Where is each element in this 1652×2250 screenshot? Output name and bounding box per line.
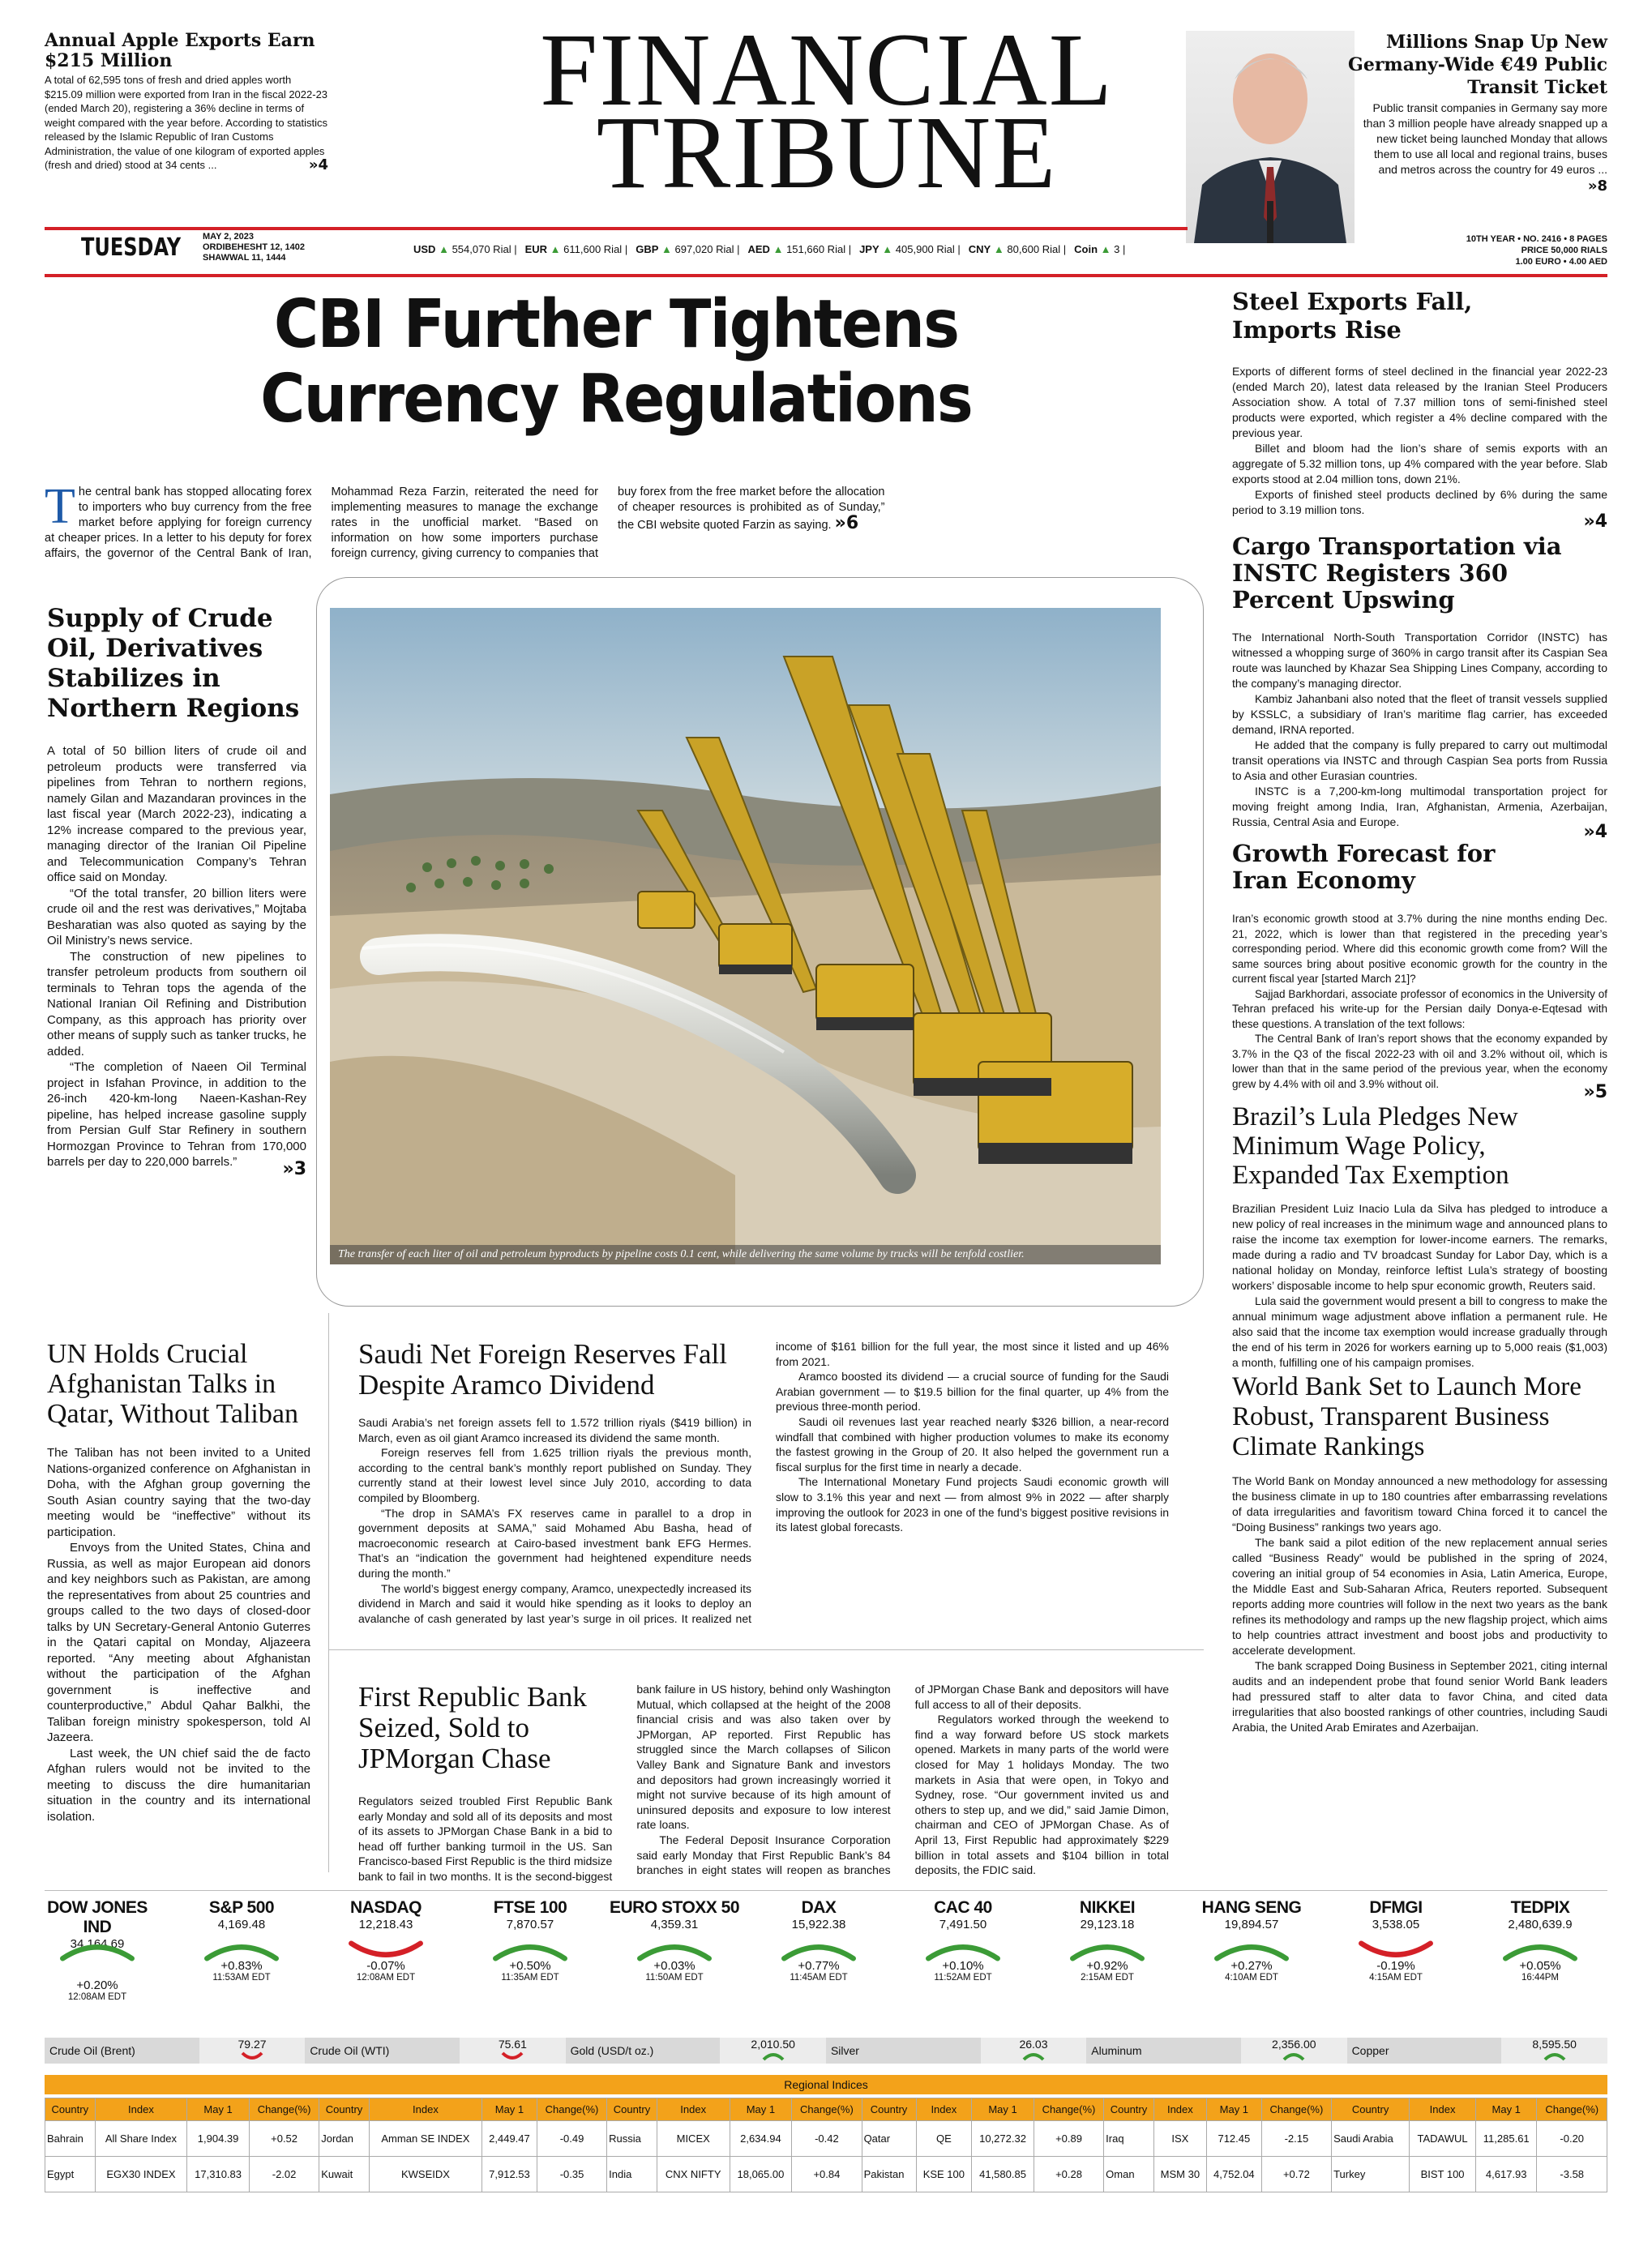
table-cell: Oman <box>1104 2157 1154 2192</box>
table-cell: Turkey <box>1332 2157 1410 2192</box>
table-cell: 1,904.39 <box>187 2121 250 2157</box>
market-time: 11:53AM EDT <box>212 1973 271 1983</box>
market-change: +0.50% <box>509 1959 551 1973</box>
commodities-row <box>45 2038 1607 2064</box>
issue-line2: PRICE 50,000 RIALS <box>1521 246 1607 255</box>
lead-headline[interactable] <box>94 288 1138 437</box>
table-cell: 7,912.53 <box>482 2157 537 2192</box>
oil-body <box>47 743 306 1170</box>
table-cell: -2.02 <box>249 2157 319 2192</box>
paragraph: Exports of finished steel products declined by 6% during the same period to 3.19 million tons. <box>1232 488 1607 516</box>
paragraph: He added that the company is fully prepared to carry out multimodal transit operations via INSTC and through Caspian Sea ports from Russia to Asia and other Eurasian countries. <box>1232 738 1607 782</box>
issue-info <box>1370 233 1607 267</box>
commodity-name: Crude Oil (Brent) <box>45 2038 199 2064</box>
market-value: 4,169.48 <box>217 1918 266 1931</box>
market-dow-jones-ind[interactable] <box>32 1898 162 2002</box>
commodity-value: 2,010.50 <box>751 2038 795 2051</box>
growth-title[interactable]: Growth Forecast for Iran Economy <box>1232 840 1496 894</box>
table-cell: -0.35 <box>537 2157 606 2192</box>
paragraph: Aramco boosted its dividend — a crucial source of funding for the Saudi Arabian government — to $19.5 billion for the final quarter, up 4% from the previous three-month period. <box>776 1370 1169 1414</box>
paragraph: The world’s biggest energy company, Aramco, unexpectedly increased its dividend in March and said it would hike spending as it looks to deploy an avalanche of cash generated by last year’s surge in oil prices. It realized net income of $161 billion for the full year, the most since it listed and up 46% from 2021. <box>358 1340 1169 1625</box>
table-cell: BIST 100 <box>1410 2157 1476 2192</box>
paragraph: Saudi Arabia’s net foreign assets fell to 1.572 trillion riyals ($419 billion) in March, even as oil giant Aramco increased its dividend the same month. <box>358 1416 751 1444</box>
table-cell: +0.84 <box>792 2157 862 2192</box>
table-cell: Egypt <box>45 2157 96 2192</box>
column-header: Country <box>319 2098 370 2121</box>
market-euro-stoxx-50[interactable] <box>610 1898 739 1983</box>
market-name: TEDPIX <box>1510 1898 1570 1917</box>
paragraph: The International North-South Transportation Corridor (INSTC) has witnessed a whopping surge of 360% in cargo transit after its Caspian Sea route was launched by Khazar Sea Shipping Lines Company, according to the company’s managing director. <box>1232 631 1607 690</box>
table-cell: TADAWUL <box>1410 2121 1476 2157</box>
market-change: +0.27% <box>1230 1959 1273 1973</box>
divider-h1 <box>328 1649 1204 1650</box>
trend-up-icon <box>762 2051 785 2061</box>
paragraph: Exports of different forms of steel declined in the financial year 2022-23 (ended March 20), latest data released by the Iranian Steel Producers Association show. A total of 7.37 million tons of semi-finished steel products were exported, which register a 4% decline compared with the previous year. <box>1232 365 1607 439</box>
table-cell: -0.49 <box>537 2121 606 2157</box>
wb-body <box>1232 1474 1607 1735</box>
table-cell: 41,580.85 <box>972 2157 1034 2192</box>
commodity-value: 8,595.50 <box>1532 2038 1577 2051</box>
trend-up-icon <box>1211 1940 1292 1961</box>
market-change: +0.83% <box>220 1959 263 1973</box>
trend-up-icon <box>57 1940 138 1961</box>
column-header: May 1 <box>730 2098 792 2121</box>
paragraph: INSTC is a 7,200-km-long multimodal transportation project for moving freight among India, Iran, Afghanistan, Armenia, Azerbaijan, Russia, Central Asia and Europe. <box>1232 785 1607 828</box>
date-bar-rule-bottom <box>45 274 1607 277</box>
page-ref: »5 <box>1583 1082 1607 1102</box>
lead-headline-line1: CBI Further Tightens <box>273 286 959 363</box>
commodity-value: 2,356.00 <box>1272 2038 1316 2051</box>
rate-jpy: JPY ▲ 405,900 Rial | <box>859 243 961 255</box>
market-value: 15,922.38 <box>791 1918 846 1931</box>
market-change: -0.19% <box>1376 1959 1415 1973</box>
masthead-logo <box>422 12 1232 210</box>
table-cell: EGX30 INDEX <box>95 2157 187 2192</box>
paragraph: Sajjad Barkhordari, associate professor of economics in the University of Tehran prefaced his write-up for the Persian daily Donya-e-Eqtesad with these questions. A translation of the text follows: <box>1232 987 1607 1030</box>
market-name: HANG SENG <box>1201 1898 1302 1917</box>
trend-up-icon <box>490 1940 571 1961</box>
market-value: 7,870.57 <box>506 1918 554 1931</box>
teaser-transit[interactable] <box>1346 31 1607 195</box>
table-cell: MSM 30 <box>1153 2157 1206 2192</box>
trend-up-icon <box>1067 1940 1148 1961</box>
date-gregorian: MAY 2, 2023 <box>203 232 254 242</box>
paragraph: The Federal Deposit Insurance Corporation said early Monday that First Republic Bank’s 84 branches in eight states will reopen as branches of JPMorgan Chase Bank and depositors will have full access to all of their deposits. <box>636 1683 1169 1877</box>
market-value: 12,218.43 <box>358 1918 413 1931</box>
table-row <box>45 2157 1607 2192</box>
table-cell: +0.28 <box>1034 2157 1103 2192</box>
market-nasdaq[interactable] <box>321 1898 451 1983</box>
table-cell: Pakistan <box>862 2157 916 2192</box>
paragraph: The bank scrapped Doing Business in September 2021, citing internal audits and an independent probe that found senior World Bank leaders had pressured staff to alter data to favor China, and cited data irregularities that also boosted rankings of other countries, including Saudi Arabia, the United Arab Emirates and Azerbaijan. <box>1232 1659 1607 1734</box>
paragraph: “Of the total transfer, 20 billion liters were crude oil and the rest was derivatives,” Mojtaba Besharatian was also quoted as saying by the Oil Ministry’s news service. <box>47 886 306 947</box>
table-row <box>45 2121 1607 2157</box>
rate-usd: USD ▲ 554,070 Rial | <box>413 243 517 255</box>
issue-line3: 1.00 EURO • 4.00 AED <box>1515 257 1607 267</box>
table-cell: -3.58 <box>1537 2157 1607 2192</box>
commodity-name: Gold (USD/t oz.) <box>566 2038 721 2064</box>
column-header: May 1 <box>1475 2098 1536 2121</box>
table-cell: ISX <box>1153 2121 1206 2157</box>
market-value: 2,480,639.9 <box>1508 1918 1573 1931</box>
lead-body-text: he central bank has stopped allocating forex to importers who buy currency from the free market before applying for foreign currency at cheaper prices. In a letter to his deputy for forex affairs, the governor of the Central Bank of Iran, Mohammad Reza Farzin, reiterated the need for implementing measures to manage the exchange rates in the unofficial market. “Based on information on how some importers purchase foreign currency, giving currency to companies that buy forex from the free market before the allocation of cheaper resources is prohibited as of Sunday,” the CBI website quoted Farzin as saying. <box>45 486 885 560</box>
rate-cny: CNY ▲ 80,600 Rial | <box>968 243 1067 255</box>
lead-dropcap: T <box>45 479 75 534</box>
table-cell: KSE 100 <box>916 2157 972 2192</box>
lead-headline-line2: Currency Regulations <box>260 361 972 438</box>
trend-up-icon <box>922 1940 1004 1961</box>
paragraph: Billet and bloom had the lion’s share of semis exports with an aggregate of 5.32 million tons, up 4% compared with the year before. Slab exports stood at 2.04 million tons, down 21%. <box>1232 442 1607 486</box>
table-cell: All Share Index <box>95 2121 187 2157</box>
market-name: NASDAQ <box>349 1898 422 1917</box>
paragraph: The construction of new pipelines to transfer petroleum products from southern oil terminals to Tehran tops the agenda of the National Iranian Oil Refining and Distribution Company, as this approach has priority over other means of supply such as tanker trucks, he added. <box>47 949 306 1059</box>
market-dfmgi[interactable] <box>1331 1898 1461 1983</box>
market-time: 12:08AM EDT <box>356 1973 416 1983</box>
teaser-apple-body: A total of 62,595 tons of fresh and dried apples worth $215.09 million were exported from Iran in the fiscal 2022-23 (ended March 20), registering a 36% decline in terms of weight compared with the year before. According to statistics released by the Islamic Republic of Iran Customs Administration, the value of one kilogram of exported apples (fresh and dried) stood at 34 cents ... <box>45 74 328 171</box>
market-name: DFMGI <box>1369 1898 1423 1917</box>
market-name: S&P 500 <box>208 1898 275 1917</box>
regional-title: Regional Indices <box>45 2075 1607 2094</box>
commodity-cell <box>1241 2038 1347 2064</box>
teaser-apple-title: Annual Apple Exports Earn $215 Million <box>45 30 315 71</box>
column-header: Index <box>1410 2098 1476 2121</box>
market-value: 7,491.50 <box>939 1918 987 1931</box>
paragraph: The World Bank on Monday announced a new methodology for assessing the business climate in up to 180 countries after embarrassing revelations of data irregularities and favoritism toward China forced it to cancel the “Doing Business” rankings two years ago. <box>1232 1474 1607 1534</box>
divider-v1 <box>328 1313 329 1872</box>
page-ref: »6 <box>834 513 859 533</box>
commodity-cell <box>460 2038 566 2064</box>
market-time: 4:10AM EDT <box>1225 1973 1278 1983</box>
rate-gbp: GBP ▲ 697,020 Rial | <box>636 243 740 255</box>
market-name: NIKKEI <box>1079 1898 1136 1917</box>
market-value: 29,123.18 <box>1080 1918 1135 1931</box>
un-story <box>47 1339 310 1824</box>
table-cell: 712.45 <box>1206 2121 1261 2157</box>
paragraph: Regulators seized troubled First Republic Bank early Monday and sold all of its deposits and most of its assets to JPMorgan Chase Bank in a bid to head off further banking turmoil in the US. San Francisco-based First Republic is the third midsize bank to fail in two months. It is the second-biggest bank failure in US history, behind only Washington Mutual, which collapsed at the height of the 2008 financial crisis and was also taken over by JPMorgan, AP reported. First Republic has struggled since the March collapses of Silicon Valley Bank and Signature Bank and investors and depositors had grown increasingly worried it might not survive because of its high amount of uninsured deposits and exposure to low interest rate loans. <box>358 1683 891 1883</box>
table-cell: Amman SE INDEX <box>369 2121 481 2157</box>
table-cell: Saudi Arabia <box>1332 2121 1410 2157</box>
day-label: TUESDAY <box>81 233 182 262</box>
column-header: Country <box>607 2098 657 2121</box>
paragraph: Envoys from the United States, China and Russia, as well as major European aid donors and key neighbors such as Pakistan, are among the representatives from about 25 countries and groups called to the two days of closed-door talks by UN Secretary-General Antonio Guterres in the Qatari capital on Monday, Aljazeera reported. “Any meeting about Afghanistan without the participation of the Afghan government is ineffective and counterproductive,” Abdul Qahar Balkhi, the Taliban foreign ministry spokesperson, told Al Jazeera. <box>47 1541 310 1744</box>
trend-down-icon <box>501 2051 524 2061</box>
table-cell: CNX NIFTY <box>657 2157 730 2192</box>
lula-title[interactable]: Brazil’s Lula Pledges New Minimum Wage Policy, Expanded Tax Exemption <box>1232 1102 1518 1190</box>
market-value: 19,894.57 <box>1224 1918 1279 1931</box>
markets-rule <box>45 1890 1607 1891</box>
column-header: May 1 <box>187 2098 250 2121</box>
market-change: +0.03% <box>653 1959 695 1973</box>
column-header: Change(%) <box>537 2098 606 2121</box>
column-header: Index <box>657 2098 730 2121</box>
market-cac-40[interactable] <box>898 1898 1028 1983</box>
table-cell: Bahrain <box>45 2121 96 2157</box>
table-cell: Iraq <box>1104 2121 1154 2157</box>
regional-indices <box>45 2075 1607 2192</box>
table-cell: KWSEIDX <box>369 2157 481 2192</box>
column-header: Change(%) <box>1261 2098 1331 2121</box>
frb-body <box>358 1682 1169 1884</box>
cargo-body <box>1232 630 1607 830</box>
rate-aed: AED ▲ 151,660 Rial | <box>747 243 852 255</box>
paragraph: Kambiz Jahanbani also noted that the fleet of transit vessels supplied by KSSLC, a subsidiary of Iran’s maritime flag carrier, has exceeded demand, IRNA reported. <box>1232 692 1607 736</box>
market-change: +0.92% <box>1086 1959 1128 1973</box>
market-value: 34,164.69 <box>70 1937 125 1951</box>
market-hang-seng[interactable] <box>1187 1898 1316 1983</box>
table-cell: 17,310.83 <box>187 2157 250 2192</box>
un-title[interactable]: UN Holds Crucial Afghanistan Talks in Qatar, Without Taliban <box>47 1339 298 1429</box>
commodity-cell <box>1501 2038 1607 2064</box>
market-name: DOW JONES IND <box>47 1898 148 1936</box>
trend-down-icon <box>345 1940 426 1961</box>
date-hijri: SHAWWAL 11, 1444 <box>203 253 286 263</box>
column-header: Change(%) <box>792 2098 862 2121</box>
market-time: 2:15AM EDT <box>1081 1973 1134 1983</box>
table-cell: MICEX <box>657 2121 730 2157</box>
commodity-name: Aluminum <box>1086 2038 1241 2064</box>
regional-table <box>45 2098 1607 2192</box>
commodity-name: Copper <box>1347 2038 1502 2064</box>
market-time: 11:50AM EDT <box>645 1973 704 1983</box>
market-value: 3,538.05 <box>1372 1918 1420 1931</box>
market-time: 4:15AM EDT <box>1369 1973 1423 1983</box>
teaser-transit-body: Public transit companies in Germany say more than 3 million people have already snapped up a new ticket being launched Monday that allows them to use all local and regional trains, buses and metros across the country for 49 euros ... <box>1363 101 1607 176</box>
column-header: Change(%) <box>1034 2098 1103 2121</box>
title-spacer <box>358 1339 751 1415</box>
teaser-transit-title: Millions Snap Up New Germany-Wide €49 Public Transit Ticket <box>1348 32 1607 98</box>
market-time: 11:52AM EDT <box>934 1973 992 1983</box>
table-cell: +0.52 <box>249 2121 319 2157</box>
cargo-title[interactable]: Cargo Transportation via INSTC Registers 360 Percent Upswing <box>1232 533 1562 614</box>
market-nikkei[interactable] <box>1042 1898 1172 1983</box>
table-cell: -0.20 <box>1537 2121 1607 2157</box>
lead-body <box>45 479 1171 566</box>
page-ref: »8 <box>1587 178 1607 195</box>
paragraph: Saudi oil revenues last year reached nearly $326 billion, a near-record windfall that combined with higher production volumes to make its economy the fastest growing in the Group of 20. It also helped the government run a fiscal surplus for the first time in nearly a decade. <box>776 1414 1169 1474</box>
table-cell: 2,449.47 <box>482 2121 537 2157</box>
paragraph: The bank said a pilot edition of the new replacement annual series called “Business Ready” would be published in the spring of 2024, covering an initial group of 54 economies in Asia, Latin America, Europe, the Middle East and Sub-Saharan Africa, Reuters reported. Subsequent reports adding more countries will follow in the next two years as the bank refines its methodology and ramps up the new flagship project, which aims to help countries attract investment and boost jobs and productivity to accelerate development. <box>1232 1536 1607 1657</box>
column-header: Index <box>1153 2098 1206 2121</box>
market-time: 12:08AM EDT <box>67 1992 127 2002</box>
table-cell: 4,752.04 <box>1206 2157 1261 2192</box>
trend-up-icon <box>778 1940 859 1961</box>
oil-story <box>47 604 306 1179</box>
page-ref: »3 <box>282 1158 306 1179</box>
paragraph: Foreign reserves fell from 1.625 trillion riyals the previous month, according to the central bank’s monthly report published on Sunday. They currently stand at their lowest level since July 2010, according to data compiled by Bloomberg. <box>358 1446 751 1504</box>
trend-up-icon <box>1500 1940 1581 1961</box>
oil-title[interactable]: Supply of Crude Oil, Derivatives Stabilizes in Northern Regions <box>47 604 300 723</box>
steel-body <box>1232 364 1607 518</box>
table-cell: Jordan <box>319 2121 370 2157</box>
table-cell: +0.89 <box>1034 2121 1103 2157</box>
table-cell: -0.42 <box>792 2121 862 2157</box>
table-cell: 4,617.93 <box>1475 2157 1536 2192</box>
table-cell: +0.72 <box>1261 2157 1331 2192</box>
commodity-cell <box>199 2038 306 2064</box>
paragraph: The Central Bank of Iran’s report shows that the economy expanded by 3.7% in the Q3 of the fiscal 2022-23 with oil and 3.2% without oil, which is lower than that in the same period of the previous year, when the economy grew by 4.4% with oil and 3.9% without oil. <box>1232 1033 1607 1090</box>
table-cell: Qatar <box>862 2121 916 2157</box>
issue-line1: 10TH YEAR • NO. 2416 • 8 PAGES <box>1466 234 1607 244</box>
un-body <box>47 1445 310 1824</box>
rate-coin: Coin ▲ 3 | <box>1074 243 1126 255</box>
frb-title[interactable]: First Republic Bank Seized, Sold to JPMorgan Chase <box>358 1681 587 1774</box>
page-ref: »4 <box>308 156 328 173</box>
market-change: +0.77% <box>798 1959 840 1973</box>
market-name: DAX <box>801 1898 837 1917</box>
trend-up-icon <box>201 1940 282 1961</box>
market-time: 11:45AM EDT <box>790 1973 848 1983</box>
date-persian: ORDIBEHESHT 12, 1402 <box>203 242 305 252</box>
commodity-value: 79.27 <box>238 2038 267 2051</box>
table-cell: India <box>607 2157 657 2192</box>
paragraph: Lula said the government would present a bill to congress to make the annual minimum wage adjustment above inflation a permanent rule. He also said that the income tax exemption would increase gradually through the end of his term in 2026 for workers earning up to 5,000 reais ($1,003) a month, fulfilling one of his campaign promises. <box>1232 1294 1607 1369</box>
dates-block <box>203 232 305 263</box>
market-name: CAC 40 <box>934 1898 992 1917</box>
market-change: +0.05% <box>1519 1959 1561 1973</box>
market-change: -0.07% <box>366 1959 405 1973</box>
wb-title[interactable]: World Bank Set to Launch More Robust, Transparent Business Climate Rankings <box>1232 1372 1581 1461</box>
column-header: Country <box>862 2098 916 2121</box>
market-s-p-500[interactable] <box>177 1898 306 1983</box>
column-header: Index <box>95 2098 187 2121</box>
market-time: 16:44PM <box>1521 1973 1560 1983</box>
market-tedpix[interactable] <box>1475 1898 1605 1983</box>
table-cell: Russia <box>607 2121 657 2157</box>
rate-eur: EUR ▲ 611,600 Rial | <box>524 243 628 255</box>
commodity-cell <box>981 2038 1087 2064</box>
column-header: Index <box>369 2098 481 2121</box>
table-cell: 2,634.94 <box>730 2121 792 2157</box>
trend-up-icon <box>1282 2051 1305 2061</box>
paragraph: “The drop in SAMA’s FX reserves came in parallel to a drop in government deposits at SAMA,” said Mohamed Abu Basha, head of macroeconomic research at Cairo-based investment bank EFG Hermes. That’s an “indication the government had heightened expenditure needs during the month.” <box>358 1506 751 1580</box>
table-cell: -2.15 <box>1261 2121 1331 2157</box>
column-header: Country <box>1104 2098 1154 2121</box>
paragraph: The Taliban has not been invited to a United Nations-organized conference on Afghanistan in Doha, with the Afghan group governing the South Asian country saying that the two-day meeting would be “ineffective” without its participation. <box>47 1446 310 1539</box>
saudi-body <box>358 1339 1169 1631</box>
logo-line2: TRIBUNE <box>596 95 1058 210</box>
column-header: May 1 <box>482 2098 537 2121</box>
paragraph: Last week, the UN chief said the de facto Afghan rulers would not be invited to the meeting to discuss the dire humanitarian situation in the country and its international isolation. <box>47 1746 310 1824</box>
market-ftse-100[interactable] <box>465 1898 595 1983</box>
portrait-photo <box>1186 31 1355 243</box>
trend-up-icon <box>634 1940 715 1961</box>
commodity-value: 75.61 <box>498 2038 527 2051</box>
commodity-value: 26.03 <box>1019 2038 1048 2051</box>
commodities-table <box>45 2038 1607 2064</box>
column-header: Country <box>1332 2098 1410 2121</box>
market-change: +0.10% <box>942 1959 984 1973</box>
trend-down-icon <box>241 2051 263 2061</box>
column-header: May 1 <box>1206 2098 1261 2121</box>
rates-ticker <box>413 243 1183 259</box>
table-cell: 18,065.00 <box>730 2157 792 2192</box>
paragraph: The International Monetary Fund projects Saudi economic growth will slow to 3.1% this year and next — from almost 9% in 2022 — after sharply improving the outlook for 2023 in one of the fund’s biggest positive revisions in its latest global forecasts. <box>776 1475 1169 1534</box>
market-name: FTSE 100 <box>493 1898 567 1917</box>
table-cell: 11,285.61 <box>1475 2121 1536 2157</box>
market-value: 4,359.31 <box>650 1918 699 1931</box>
column-header: Change(%) <box>1537 2098 1607 2121</box>
column-header: Country <box>45 2098 96 2121</box>
commodity-name: Silver <box>826 2038 981 2064</box>
page-ref: »4 <box>1583 511 1607 532</box>
page-ref: »4 <box>1583 822 1607 842</box>
commodity-cell <box>720 2038 826 2064</box>
market-name: EURO STOXX 50 <box>610 1898 740 1917</box>
regional-header-row <box>45 2098 1607 2121</box>
table-cell: QE <box>916 2121 972 2157</box>
column-header: Change(%) <box>249 2098 319 2121</box>
paragraph: Regulators worked through the weekend to find a way forward before US stock markets opened. Markets in many parts of the world were closed for May 1 holidays Monday. The two markets in Asia that were open, in Tokyo and Sydney, rose. “Our government invited us and others to step up, and we did,” said Jamie Dimon, chairman and CEO of JPMorgan Chase. As of April 13, First Republic had approximately $229 billion in total assets and $104 billion in total deposits, the FDIC said. <box>914 1713 1169 1877</box>
title-spacer <box>358 1682 612 1794</box>
column-header: May 1 <box>972 2098 1034 2121</box>
market-time: 11:35AM EDT <box>501 1973 559 1983</box>
commodities-bar <box>45 2038 1607 2065</box>
trend-up-icon <box>1543 2051 1566 2061</box>
column-header: Index <box>916 2098 972 2121</box>
market-change: +0.20% <box>76 1978 118 1992</box>
paragraph: Iran’s economic growth stood at 3.7% during the nine months ending Dec. 21, 2022, which is lower than that registered in the preceding year’s corresponding period. Where did this economic growth come from? Will the same sources bring about positive economic growth for the country in the current fiscal year [started March 21]? <box>1232 913 1607 985</box>
trend-up-icon <box>1022 2051 1045 2061</box>
teaser-apple[interactable] <box>45 31 328 173</box>
table-cell: Kuwait <box>319 2157 370 2192</box>
saudi-title[interactable]: Saudi Net Foreign Reserves Fall Despite Aramco Dividend <box>358 1338 727 1401</box>
trend-down-icon <box>1355 1940 1436 1961</box>
table-cell: 10,272.32 <box>972 2121 1034 2157</box>
pipeline-photo <box>330 608 1161 1264</box>
photo-caption: The transfer of each liter of oil and petroleum byproducts by pipeline costs 0.1 cent, while delivering the same volume by trucks will be tenfold costlier. <box>330 1245 1161 1264</box>
market-dax[interactable] <box>754 1898 884 1983</box>
markets-strip <box>32 1898 1621 2028</box>
paragraph: Brazilian President Luiz Inacio Lula da Silva has pledged to introduce a new policy of real increases in the minimum wage and announced plans to raise the income tax exemption for lower-income earners. The remarks, made during a radio and TV broadcast Sunday for Labor Day, which is a national holiday on Monday, reinforce leftist Lula’s strategy of boosting workers’ disposable income to help spur economic growth, Reuters said. <box>1232 1202 1607 1292</box>
logo-line1: FINANCIAL <box>540 12 1114 127</box>
growth-body <box>1232 912 1607 1092</box>
lula-body <box>1232 1201 1607 1371</box>
commodity-name: Crude Oil (WTI) <box>305 2038 460 2064</box>
paragraph: A total of 50 billion liters of crude oil and petroleum products were transferred via pipelines from Tehran to northern regions, namely Gilan and Mazandaran provinces in the last fiscal year (March 2022-23), indicating a 12% increase compared to the previous year, managing director of the Iranian Oil Pipeline and Telecommunication Company’s Tehran office said on Monday. <box>47 744 306 884</box>
steel-title[interactable]: Steel Exports Fall, Imports Rise <box>1232 288 1473 344</box>
right-column <box>1232 288 1607 1735</box>
paragraph: “The completion of Naeen Oil Terminal project in Isfahan Province, in addition to the 26-inch 420-km-long Naeen-Kashan-Rey pipeline, has helped increase gasoline supply from Persian Gulf Star Refinery in southern Hormozgan Province to Tehran from 170,000 barrels per day to 220,000 barrels.” <box>47 1060 306 1169</box>
date-bar-rule-top <box>45 227 1188 230</box>
